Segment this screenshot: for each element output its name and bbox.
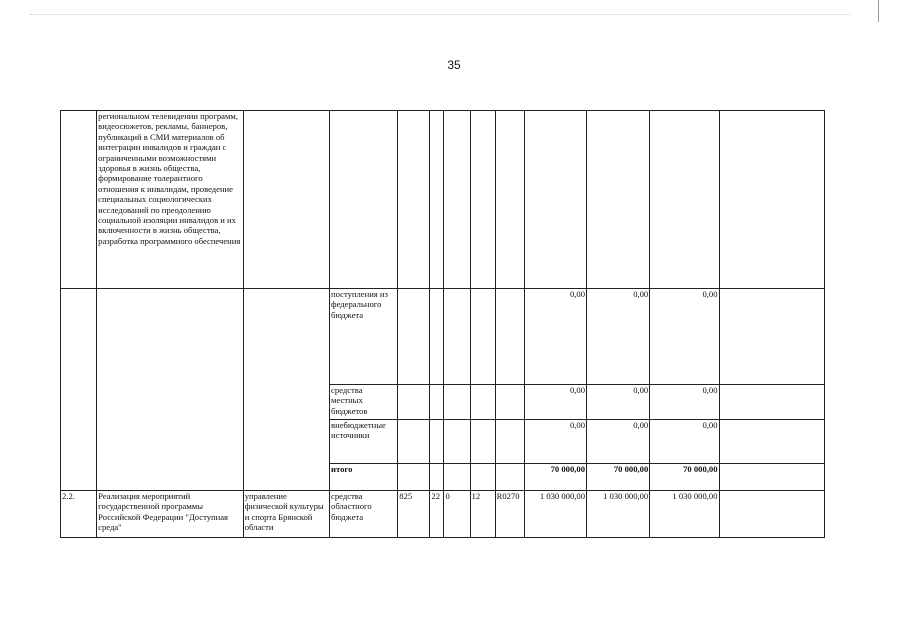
code-cell: [430, 464, 444, 491]
code-cell: [470, 420, 495, 464]
code-cell: [470, 289, 495, 385]
code-cell: [398, 111, 430, 289]
source-cell: [330, 111, 398, 289]
description-cell: региональном телевидении программ, видеосюжетов, рекламы, баннеров, публикаций в СМИ материалов об интеграции инвалидов и граждан с ограниченными возможностями здоровья в жизнь общества, формирование толерантного отношения к инвалидам, проведение специальных социологических исследований по преодолению социальной изоляции инвалидов и их включенности в жизнь общества, разработка программного обеспечения: [97, 111, 244, 289]
source-cell: итого: [330, 464, 398, 491]
row-number-cell: [61, 289, 97, 491]
budget-table: [60, 110, 825, 538]
scan-edge-mark: [878, 0, 879, 22]
code-cell: [495, 289, 524, 385]
code-cell: [495, 111, 524, 289]
code-cell: [444, 111, 470, 289]
value-cell: 0,00: [587, 289, 650, 385]
row-number-cell: [61, 111, 97, 289]
scan-artifact-line: [30, 14, 850, 17]
code-cell: [444, 289, 470, 385]
code-cell: [398, 289, 430, 385]
code-cell: [398, 464, 430, 491]
value-cell: 70 000,00: [650, 464, 719, 491]
description-cell: Реализация мероприятий государственной программы Российской Федерации "Доступная среда": [97, 491, 244, 538]
code-cell: [398, 420, 430, 464]
value-cell: 1 030 000,00: [587, 491, 650, 538]
value-cell: 1 030 000,00: [650, 491, 719, 538]
table-row: [61, 111, 825, 289]
value-cell: 0,00: [650, 289, 719, 385]
row-number-cell: 2.2.: [61, 491, 97, 538]
value-cell: [524, 111, 586, 289]
value-cell: [587, 111, 650, 289]
code-cell: 22: [430, 491, 444, 538]
value-cell: 70 000,00: [524, 464, 586, 491]
value-cell: 0,00: [524, 385, 586, 420]
notes-cell: [719, 289, 825, 385]
notes-cell: [719, 491, 825, 538]
source-cell: средства областного бюджета: [330, 491, 398, 538]
code-cell: [444, 464, 470, 491]
code-cell: [470, 385, 495, 420]
value-cell: 0,00: [650, 385, 719, 420]
executor-cell: [243, 111, 329, 289]
executor-cell: управление физической культуры и спорта Брянской области: [243, 491, 329, 538]
table-row: [61, 289, 825, 385]
value-cell: [650, 111, 719, 289]
page-number: 35: [447, 58, 461, 72]
value-cell: 0,00: [524, 289, 586, 385]
source-cell: поступления из федерального бюджета: [330, 289, 398, 385]
code-cell: [495, 385, 524, 420]
code-cell: [430, 111, 444, 289]
notes-cell: [719, 420, 825, 464]
value-cell: 0,00: [524, 420, 586, 464]
code-cell: 12: [470, 491, 495, 538]
code-cell: R0270: [495, 491, 524, 538]
code-cell: [444, 420, 470, 464]
table-row: [61, 491, 825, 538]
code-cell: [444, 385, 470, 420]
value-cell: 1 030 000,00: [524, 491, 586, 538]
code-cell: [495, 464, 524, 491]
value-cell: 0,00: [587, 420, 650, 464]
code-cell: 825: [398, 491, 430, 538]
code-cell: 0: [444, 491, 470, 538]
code-cell: [430, 420, 444, 464]
source-cell: средства местных бюджетов: [330, 385, 398, 420]
code-cell: [470, 464, 495, 491]
value-cell: 70 000,00: [587, 464, 650, 491]
code-cell: [430, 385, 444, 420]
code-cell: [430, 289, 444, 385]
notes-cell: [719, 464, 825, 491]
notes-cell: [719, 111, 825, 289]
value-cell: 0,00: [650, 420, 719, 464]
code-cell: [470, 111, 495, 289]
executor-cell: [243, 289, 329, 491]
code-cell: [398, 385, 430, 420]
value-cell: 0,00: [587, 385, 650, 420]
description-cell: [97, 289, 244, 491]
source-cell: внебюджетные источники: [330, 420, 398, 464]
code-cell: [495, 420, 524, 464]
notes-cell: [719, 385, 825, 420]
